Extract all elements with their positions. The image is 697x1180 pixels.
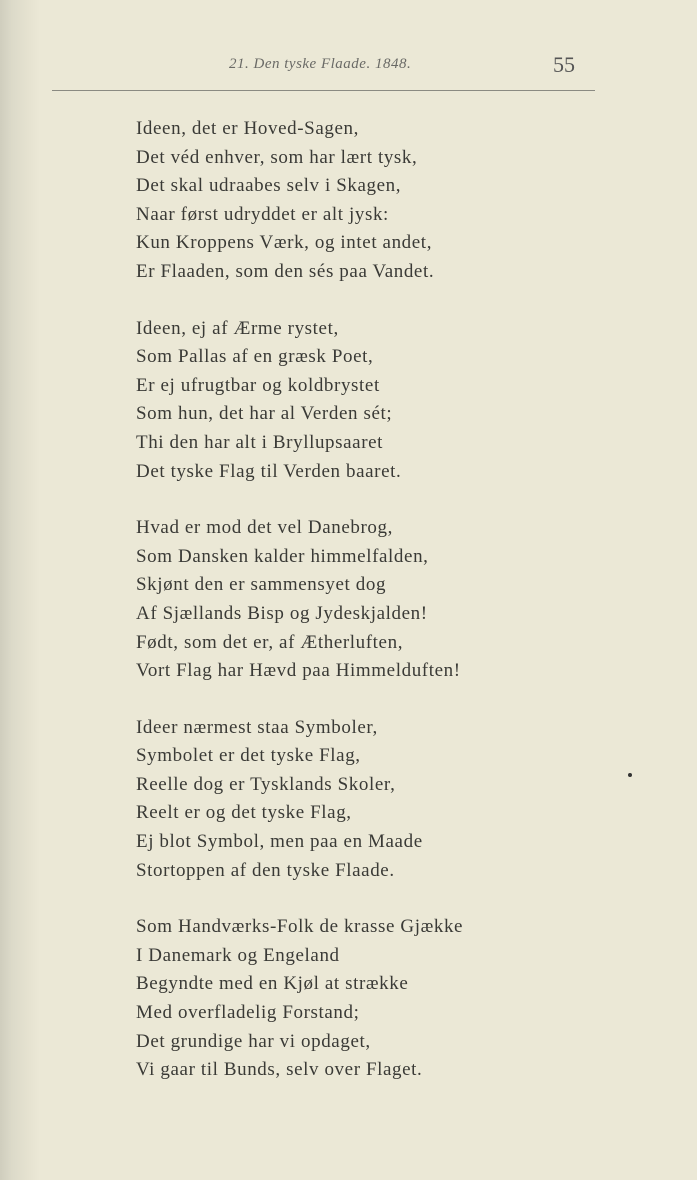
verse-line: Er ej ufrugtbar og koldbrystet — [136, 374, 380, 396]
verse-line: Naar først udryddet er alt jysk: — [136, 203, 389, 225]
verse-line: Ideer nærmest staa Symboler, — [136, 716, 378, 738]
verse-line: Med overfladelig Forstand; — [136, 1002, 360, 1024]
running-title: 21. Den tyske Flaade. 1848. — [229, 56, 412, 72]
verse-line: Af Sjællands Bisp og Jydeskjalden! — [136, 602, 428, 624]
verse-line: Kun Kroppens Værk, og intet andet, — [136, 232, 433, 254]
verse-line: Ej blot Symbol, men paa en Maade — [136, 831, 423, 853]
stanza — [136, 315, 463, 487]
verse-line: Begyndte med en Kjøl at strække — [136, 973, 409, 995]
verse-line: Som Pallas af en græsk Poet, — [136, 346, 374, 368]
verse-line: Det skal udraabes selv i Skagen, — [136, 175, 402, 197]
header-rule — [52, 90, 595, 91]
verse-line: Reelle dog er Tysklands Skoler, — [136, 773, 396, 795]
stanza — [136, 913, 463, 1085]
verse-line: Som hun, det har al Verden sét; — [136, 403, 393, 425]
verse-line: Det tyske Flag til Verden baaret. — [136, 460, 402, 482]
stanza — [136, 115, 463, 287]
verse-line: Thi den har alt i Bryllupsaaret — [136, 431, 384, 453]
verse-line: Vort Flag har Hævd paa Himmelduften! — [136, 660, 461, 682]
verse-line: Som Dansken kalder himmelfalden, — [136, 545, 429, 567]
poem — [136, 115, 463, 1113]
page-binding-edge — [0, 0, 40, 1180]
verse-line: Hvad er mod det vel Danebrog, — [136, 517, 393, 539]
page-number: 55 — [553, 52, 575, 77]
page-header — [0, 52, 697, 92]
ink-speck — [628, 773, 632, 777]
verse-line: Reelt er og det tyske Flag, — [136, 802, 352, 824]
verse-line: Skjønt den er sammensyet dog — [136, 574, 387, 596]
verse-line: Vi gaar til Bunds, selv over Flaget. — [136, 1059, 423, 1081]
verse-line: Født, som det er, af Ætherluften, — [136, 631, 404, 653]
verse-line: Ideen, det er Hoved-Sagen, — [136, 118, 359, 139]
stanza — [136, 714, 463, 886]
verse-line: I Danemark og Engeland — [136, 944, 340, 966]
verse-line: Symbolet er det tyske Flag, — [136, 745, 361, 767]
verse-line: Stortoppen af den tyske Flaade. — [136, 859, 395, 881]
verse-line: Det véd enhver, som har lært tysk, — [136, 146, 418, 168]
verse-line: Det grundige har vi opdaget, — [136, 1030, 371, 1052]
stanza — [136, 514, 463, 686]
verse-line: Som Handværks-Folk de krasse Gjække — [136, 916, 464, 938]
verse-line: Er Flaaden, som den sés paa Vandet. — [136, 260, 435, 282]
verse-line: Ideen, ej af Ærme rystet, — [136, 317, 339, 339]
